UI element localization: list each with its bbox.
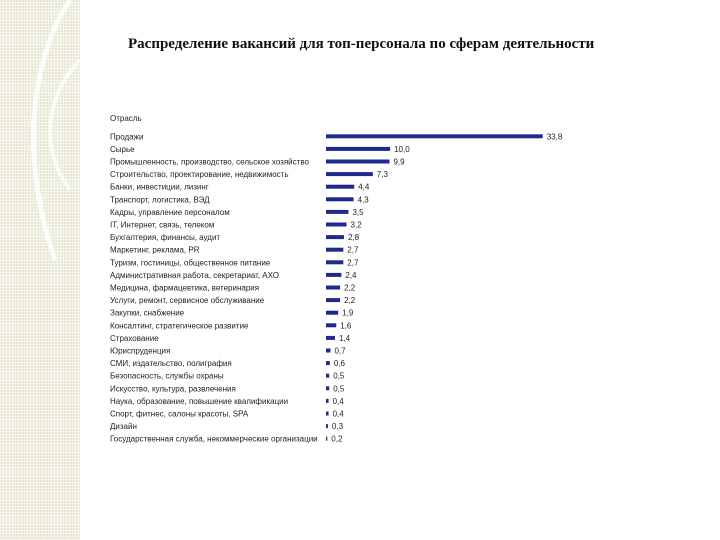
category-label: Транспорт, логистика, ВЭД <box>110 195 210 205</box>
bar <box>326 248 343 252</box>
category-label: Безопасность, службы охраны <box>110 371 224 381</box>
bar <box>326 412 329 416</box>
value-label: 7,3 <box>376 170 388 180</box>
category-label: Бухгалтерия, финансы, аудит <box>110 233 221 243</box>
bar <box>326 298 340 302</box>
value-label: 0,7 <box>334 346 346 356</box>
value-label: 1,9 <box>342 308 354 318</box>
bar <box>326 336 335 340</box>
category-label: Туризм, гостиницы, общественное питание <box>110 258 271 268</box>
category-label: Услуги, ремонт, сервисное обслуживание <box>110 296 265 306</box>
value-label: 9,9 <box>393 157 405 167</box>
value-label: 3,5 <box>352 207 364 217</box>
category-label: Консалтинг, стратегическое развитие <box>110 321 249 331</box>
category-label: Юриспруденция <box>110 346 171 356</box>
vacancies-bar-chart <box>104 110 584 450</box>
value-label: 0,6 <box>333 359 345 369</box>
bar <box>326 223 347 227</box>
category-label: Закупки, снабжение <box>110 308 185 318</box>
category-label: Административная работа, секретариат, АХО <box>110 270 279 280</box>
category-label: Промышленность, производство, сельское хозяйство <box>110 157 309 167</box>
category-label: Дизайн <box>110 422 137 432</box>
bar <box>326 260 343 264</box>
category-label: Спорт, фитнес, салоны красоты, SPA <box>110 409 249 419</box>
category-label: Продажи <box>110 132 144 142</box>
decorative-swirl-icon <box>0 0 80 540</box>
category-label: СМИ, издательство, полиграфия <box>110 359 232 369</box>
value-label: 2,8 <box>347 233 360 243</box>
decorative-side-strip <box>0 0 80 540</box>
bar <box>326 361 330 365</box>
bar <box>326 311 338 315</box>
value-label: 1,4 <box>338 333 351 343</box>
bar <box>326 210 348 214</box>
category-label: Кадры, управление персоналом <box>110 207 230 217</box>
bar <box>326 286 340 290</box>
bar <box>326 185 354 189</box>
bar <box>326 235 344 239</box>
category-label: Медицина, фармацевтика, ветеринария <box>110 283 260 293</box>
bar <box>326 399 329 403</box>
value-label: 2,2 <box>344 283 356 293</box>
value-label: 3,2 <box>350 220 362 230</box>
bars-group <box>110 132 563 443</box>
value-label: 4,3 <box>357 195 369 205</box>
value-label: 33,8 <box>546 132 563 142</box>
category-label: Маркетинг, реклама, PR <box>110 245 200 255</box>
bar <box>326 197 354 201</box>
value-label: 2,7 <box>347 245 359 255</box>
bar <box>326 147 390 151</box>
bar <box>326 374 329 378</box>
value-label: 4,4 <box>358 182 370 192</box>
value-label: 10,0 <box>394 144 410 154</box>
value-label: 0,5 <box>333 384 345 394</box>
value-label: 0,5 <box>333 371 345 381</box>
value-label: 2,2 <box>344 296 356 306</box>
bar <box>326 273 341 277</box>
category-label: IT, Интернет, связь, телеком <box>110 220 215 230</box>
category-label: Государственная служба, некоммерческие организации <box>110 434 318 444</box>
value-label: 0,4 <box>332 409 344 419</box>
bar <box>326 386 329 390</box>
value-label: 0,3 <box>331 422 344 432</box>
category-label: Искусство, культура, развлечения <box>110 384 236 394</box>
value-label: 0,2 <box>331 434 343 444</box>
bar <box>326 349 330 353</box>
category-label: Наука, образование, повышение квалификации <box>110 396 289 406</box>
bar <box>326 160 389 164</box>
bar <box>326 172 373 176</box>
category-label: Сырье <box>110 144 135 154</box>
category-label: Страхование <box>110 333 159 343</box>
category-label: Строительство, проектирование, недвижимость <box>110 170 289 180</box>
bar <box>326 437 327 441</box>
value-label: 0,4 <box>332 396 344 406</box>
category-label: Банки, инвестиции, лизинг <box>110 182 209 192</box>
chart-header-label: Отрасль <box>110 114 142 123</box>
value-label: 2,4 <box>345 270 357 280</box>
value-label: 1,6 <box>340 321 352 331</box>
page-title: Распределение вакансий для топ-персонала по сферам деятельности <box>128 36 595 52</box>
bar <box>326 424 328 428</box>
bar <box>326 323 336 327</box>
bar <box>326 134 543 138</box>
value-label: 2,7 <box>347 258 359 268</box>
